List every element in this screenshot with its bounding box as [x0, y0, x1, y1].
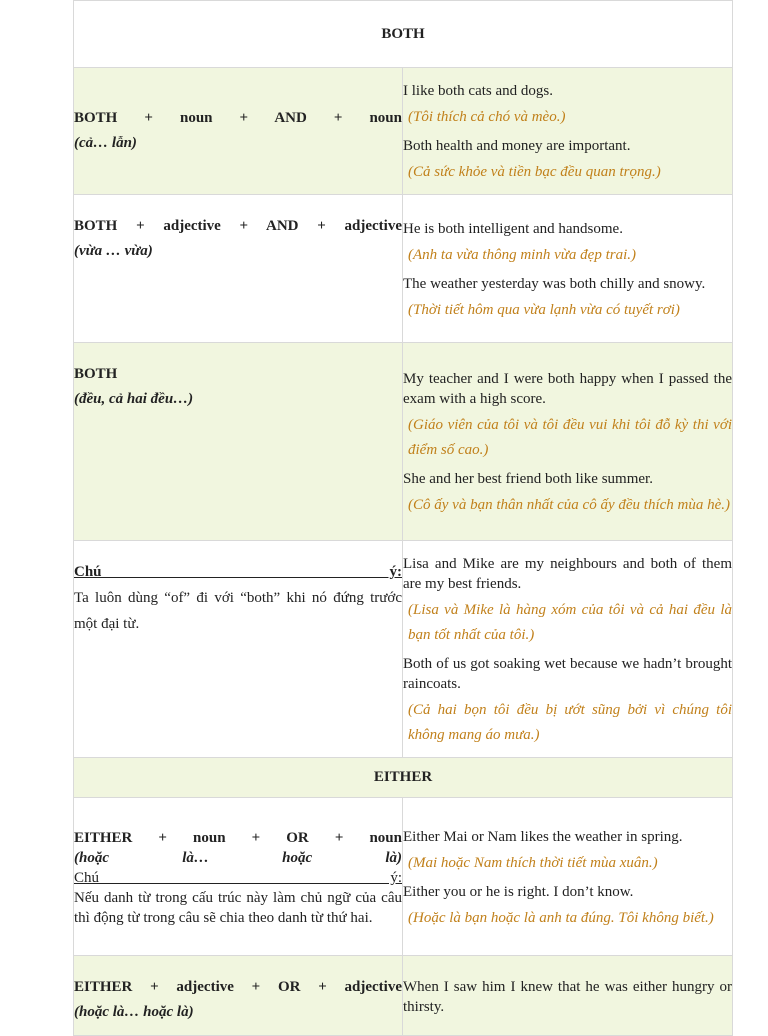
example-english: Either you or he is right. I don’t know.: [403, 883, 634, 900]
example-english: He is both intelligent and handsome.: [403, 220, 623, 237]
table-row: [74, 343, 733, 541]
example-translation: (Cô ấy và bạn thân nhất của cô ấy đều thích mùa hè.): [408, 497, 731, 513]
note-body: Nếu danh từ trong cấu trúc này làm chủ ngữ của câu thì động từ trong câu sẽ chia theo danh từ thứ hai.: [74, 890, 402, 926]
structure-formula: EITHER + noun + OR + noun: [74, 830, 402, 846]
example-english: Lisa and Mike are my neighbours and both of them are my best friends.: [403, 556, 733, 592]
examples-cell: [403, 195, 733, 343]
example-english: I like both cats and dogs.: [403, 83, 553, 99]
example-english: Both of us got soaking wet because we hadn’t brought raincoats.: [403, 656, 733, 692]
structure-formula: EITHER + adjective + OR + adjective: [74, 979, 402, 995]
note-body: Ta luôn dùng “of” đi với “both” khi nó đứng trước một đại từ.: [74, 590, 402, 632]
example-english: My teacher and I were both happy when I passed the exam with a high score.: [403, 371, 733, 407]
examples-cell: [403, 68, 733, 195]
examples-cell: [403, 343, 733, 541]
table-row: [74, 798, 733, 956]
structure-formula: BOTH + adjective + AND + adjective: [74, 218, 402, 234]
example-translation: (Mai hoặc Nam thích thời tiết mùa xuân.): [408, 854, 658, 871]
structure-meaning: (đều, cả hai đều…): [74, 391, 194, 407]
example-english: The weather yesterday was both chilly and snowy.: [403, 275, 706, 292]
note-title: Chú ý:: [74, 564, 402, 580]
structure-cell: [74, 195, 403, 343]
examples-cell: [403, 541, 733, 758]
structure-formula: BOTH + noun + AND + noun: [74, 110, 402, 126]
both-header-row: [74, 1, 733, 68]
section-header-both: BOTH: [74, 1, 733, 68]
grammar-table: [73, 0, 733, 1036]
example-translation: (Anh ta vừa thông minh vừa đẹp trai.): [408, 246, 636, 263]
structure-meaning: (hoặc là… hoặc là): [74, 850, 402, 866]
table-row: [74, 195, 733, 343]
example-translation: (Tôi thích cả chó và mèo.): [408, 109, 566, 125]
example-english: Either Mai or Nam likes the weather in spring.: [403, 828, 683, 845]
table-row: [74, 68, 733, 195]
example-english: She and her best friend both like summer.: [403, 471, 653, 487]
examples-cell: [403, 798, 733, 956]
note-title: Chú ý:: [74, 870, 402, 886]
structure-meaning: (vừa … vừa): [74, 243, 153, 259]
either-header-row: [74, 758, 733, 798]
table-row: [74, 541, 733, 758]
structure-cell: [74, 798, 403, 956]
example-translation: (Cả sức khỏe và tiền bạc đều quan trọng.): [408, 164, 661, 180]
example-translation: (Thời tiết hôm qua vừa lạnh vừa có tuyết rơi): [408, 301, 680, 318]
structure-formula: BOTH: [74, 366, 118, 382]
structure-cell: [74, 68, 403, 195]
structure-meaning: (hoặc là… hoặc là): [74, 1004, 194, 1020]
example-translation: (Cả hai bọn tôi đều bị ướt sũng bởi vì chúng tôi không mang áo mưa.): [408, 702, 733, 743]
section-header-either: EITHER: [74, 758, 733, 798]
example-translation: (Lisa và Mike là hàng xóm của tôi và cả hai đều là bạn tốt nhất của tôi.): [408, 602, 733, 643]
example-translation: (Giáo viên của tôi và tôi đều vui khi tôi đỗ kỳ thi với điểm số cao.): [408, 417, 733, 458]
example-english: When I saw him I knew that he was either hungry or thirsty.: [403, 978, 733, 1015]
example-translation: (Hoặc là bạn hoặc là anh ta đúng. Tôi không biết.): [408, 909, 714, 926]
note-cell: [74, 541, 403, 758]
structure-cell: [74, 343, 403, 541]
structure-meaning: (cả… lẫn): [74, 135, 137, 151]
example-english: Both health and money are important.: [403, 138, 631, 154]
